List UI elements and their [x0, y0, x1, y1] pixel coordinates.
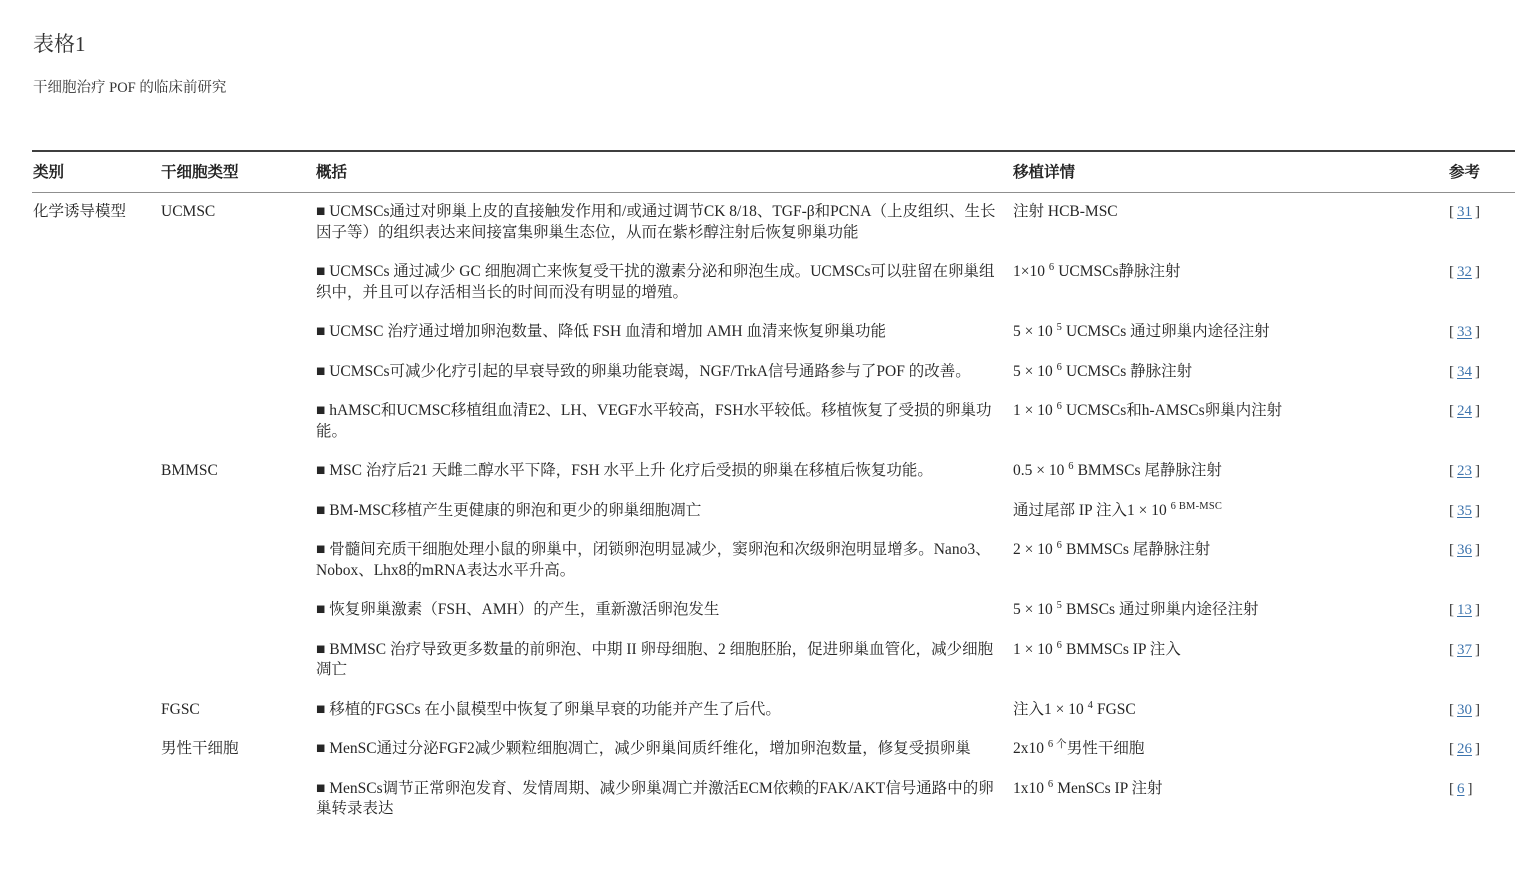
detail-text: 5 × 10: [1013, 323, 1057, 340]
reference-cell: [1448, 362, 1515, 402]
detail-text: 注入1 × 10: [1013, 700, 1088, 718]
cell-type-cell: [160, 362, 315, 402]
ref-open-bracket: [: [1449, 324, 1454, 340]
detail-text: 1 × 10: [1013, 640, 1057, 658]
ref-close-bracket: ]: [1475, 741, 1480, 757]
exponent: 6: [1056, 401, 1063, 412]
transplant-detail-cell: [1012, 700, 1448, 740]
ref-open-bracket: [: [1449, 204, 1454, 220]
summary-cell: ■ hAMSC和UCMSC移植组血清E2、LH、VEGF水平较高，FSH水平较低。移植恢复了受损的卵巢功能。: [316, 402, 992, 440]
reference-link[interactable]: 26: [1457, 741, 1472, 757]
detail-text: UCMSCs 通过卵巢内途径注射: [1062, 323, 1270, 340]
exponent: 5: [1056, 600, 1063, 611]
category-cell: [32, 262, 160, 322]
exponent: 6: [1056, 540, 1063, 551]
header-row: [32, 151, 1515, 193]
transplant-detail-cell: [1012, 779, 1448, 839]
category-cell: [32, 700, 160, 740]
reference-link[interactable]: 6: [1457, 780, 1465, 797]
table-row: [32, 700, 1515, 740]
category-cell: [32, 779, 160, 839]
reference-link[interactable]: 24: [1457, 403, 1472, 419]
reference-link[interactable]: 32: [1457, 264, 1472, 280]
ref-close-bracket: ]: [1467, 780, 1473, 797]
detail-text: 0.5 × 10: [1013, 462, 1069, 479]
table-row: [32, 501, 1515, 541]
reference-link[interactable]: 13: [1457, 602, 1472, 618]
summary-cell: ■ UCMSCs可减少化疗引起的早衰导致的卵巢功能衰竭，NGF/TrkA信号通路参与了POF 的改善。: [316, 362, 971, 380]
exponent: 6: [1056, 361, 1063, 373]
table-title: 表格1: [33, 32, 86, 56]
ref-open-bracket: [: [1449, 403, 1454, 419]
reference-cell: [1448, 700, 1515, 740]
transplant-detail-cell: [1012, 501, 1448, 541]
summary-cell: ■ 恢复卵巢激素（FSH、AMH）的产生，重新激活卵泡发生: [316, 601, 720, 618]
header-cell-type: 干细胞类型: [160, 151, 315, 193]
transplant-detail-cell: [1012, 362, 1448, 402]
detail-text: FGSC: [1093, 700, 1136, 718]
ref-close-bracket: ]: [1475, 363, 1480, 380]
summary-cell: ■ UCMSCs通过对卵巢上皮的直接触发作用和/或通过调节CK 8/18、TGF-β和PCNA（上皮组织、生长因子等）的组织表达来间接富集卵巢生态位，从而在紫杉醇注射后恢复卵巢功能: [316, 203, 996, 241]
ref-open-bracket: [: [1449, 641, 1454, 658]
summary-cell: ■ BM-MSC移植产生更健康的卵泡和更少的卵巢细胞凋亡: [316, 501, 702, 519]
preclinical-studies-table: [32, 150, 1515, 839]
reference-cell: [1448, 501, 1515, 541]
transplant-detail-cell: [1012, 461, 1448, 501]
ref-close-bracket: ]: [1475, 403, 1480, 419]
reference-cell: [1448, 461, 1515, 501]
ref-open-bracket: [: [1449, 701, 1454, 718]
exponent: 6: [1056, 639, 1063, 651]
detail-text: 5 × 10: [1013, 362, 1057, 380]
ref-open-bracket: [: [1449, 264, 1454, 280]
reference-cell: [1448, 322, 1515, 362]
summary-cell: ■ 移植的FGSCs 在小鼠模型中恢复了卵巢早衰的功能并产生了后代。: [316, 700, 781, 718]
category-cell: [32, 501, 160, 541]
table-row: [32, 640, 1515, 700]
cell-type-cell: FGSC: [161, 700, 200, 718]
table-row: [32, 600, 1515, 640]
ref-close-bracket: ]: [1475, 542, 1480, 558]
reference-cell: [1448, 193, 1515, 263]
cell-type-cell: [160, 322, 315, 362]
exponent: 6 BM-MSC: [1170, 500, 1223, 512]
exponent: 6 个: [1047, 739, 1067, 750]
cell-type-cell: 男性干细胞: [161, 740, 239, 757]
detail-text: BMSCs 通过卵巢内途径注射: [1062, 601, 1259, 618]
category-cell: [32, 322, 160, 362]
table-row: [32, 322, 1515, 362]
category-cell: [32, 461, 160, 501]
header-transplant: 移植详情: [1012, 151, 1448, 193]
cell-type-cell: [160, 779, 315, 839]
ref-close-bracket: ]: [1475, 264, 1480, 280]
reference-cell: [1448, 540, 1515, 600]
ref-open-bracket: [: [1449, 741, 1454, 757]
exponent: 6: [1048, 262, 1055, 273]
detail-text: 1 × 10: [1013, 402, 1057, 419]
reference-cell: [1448, 779, 1515, 839]
category-cell: [32, 401, 160, 461]
table-row: [32, 779, 1515, 839]
exponent: 5: [1056, 322, 1063, 333]
header-category: 类别: [32, 151, 160, 193]
reference-link[interactable]: 35: [1457, 502, 1472, 519]
summary-cell: ■ 骨髓间充质干细胞处理小鼠的卵巢中，闭锁卵泡明显减少，窦卵泡和次级卵泡明显增多。Nano3、Nobox、Lhx8的mRNA表达水平升高。: [316, 541, 991, 579]
detail-text: UCMSCs和h-AMSCs卵巢内注射: [1062, 402, 1283, 419]
transplant-detail-cell: [1012, 322, 1448, 362]
detail-text: MenSCs IP 注射: [1053, 779, 1163, 797]
detail-text: BMMSCs 尾静脉注射: [1073, 462, 1222, 479]
category-cell: [32, 640, 160, 700]
table-row: [32, 401, 1515, 461]
reference-cell: [1448, 640, 1515, 700]
detail-text: UCMSCs 静脉注射: [1062, 362, 1193, 380]
transplant-detail-cell: [1012, 193, 1448, 263]
transplant-detail-cell: [1012, 401, 1448, 461]
reference-cell: [1448, 739, 1515, 779]
detail-text: 2x10: [1013, 740, 1048, 757]
ref-close-bracket: ]: [1475, 701, 1480, 718]
summary-cell: ■ UCMSC 治疗通过增加卵泡数量、降低 FSH 血清和增加 AMH 血清来恢复卵巢功能: [316, 323, 886, 340]
reference-link[interactable]: 23: [1457, 463, 1472, 479]
reference-link[interactable]: 37: [1457, 641, 1472, 658]
ref-open-bracket: [: [1449, 502, 1454, 519]
transplant-detail-cell: [1012, 600, 1448, 640]
ref-close-bracket: ]: [1475, 463, 1480, 479]
exponent: 6: [1068, 461, 1074, 472]
cell-type-cell: [160, 540, 315, 600]
table-row: [32, 262, 1515, 322]
reference-link[interactable]: 36: [1457, 542, 1472, 558]
transplant-detail-cell: [1012, 640, 1448, 700]
ref-open-bracket: [: [1449, 463, 1454, 479]
detail-text: UCMSCs静脉注射: [1054, 263, 1181, 280]
cell-type-cell: [160, 501, 315, 541]
ref-open-bracket: [: [1449, 780, 1454, 797]
cell-type-cell: [160, 600, 315, 640]
summary-cell: ■ BMMSC 治疗导致更多数量的前卵泡、中期 II 卵母细胞、2 细胞胚胎，促进卵巢血管化，减少细胞凋亡: [316, 640, 994, 678]
reference-cell: [1448, 600, 1515, 640]
reference-link[interactable]: 31: [1457, 204, 1472, 220]
detail-text: 1x10: [1013, 779, 1048, 797]
table-row: [32, 193, 1515, 263]
reference-link[interactable]: 33: [1457, 324, 1472, 340]
detail-text: 1×10: [1013, 263, 1049, 280]
detail-text: 5 × 10: [1013, 601, 1057, 618]
ref-close-bracket: ]: [1475, 204, 1480, 220]
transplant-detail-cell: [1012, 739, 1448, 779]
ref-close-bracket: ]: [1475, 502, 1480, 519]
table-subtitle: 干细胞治疗 POF 的临床前研究: [33, 80, 227, 96]
summary-cell: ■ MSC 治疗后21 天雌二醇水平下降，FSH 水平上升 化疗后受损的卵巢在移植后恢复功能。: [316, 462, 933, 479]
category-cell: [32, 739, 160, 779]
ref-open-bracket: [: [1449, 363, 1454, 380]
header-reference: 参考: [1448, 151, 1515, 193]
transplant-detail-cell: [1012, 540, 1448, 600]
cell-type-cell: BMMSC: [161, 462, 218, 479]
cell-type-cell: [160, 401, 315, 461]
cell-type-cell: UCMSC: [161, 203, 216, 220]
detail-text: 注射 HCB-MSC: [1013, 203, 1118, 220]
cell-type-cell: [160, 640, 315, 700]
detail-text: 通过尾部 IP 注入1 × 10: [1013, 501, 1171, 519]
detail-text: 男性干细胞: [1066, 740, 1145, 757]
ref-close-bracket: ]: [1475, 641, 1480, 658]
detail-text: BMMSCs IP 注入: [1062, 640, 1181, 658]
table-row: [32, 540, 1515, 600]
summary-cell: ■ UCMSCs 通过减少 GC 细胞凋亡来恢复受干扰的激素分泌和卵泡生成。UCMSCs可以驻留在卵巢组织中，并且可以存活相当长的时间而没有明显的增殖。: [316, 263, 995, 301]
category-cell: 化学诱导模型: [33, 203, 127, 220]
cell-type-cell: [160, 262, 315, 322]
reference-link[interactable]: 34: [1457, 363, 1472, 380]
transplant-detail-cell: [1012, 262, 1448, 322]
summary-cell: ■ MenSC通过分泌FGF2减少颗粒细胞凋亡，减少卵巢间质纤维化，增加卵泡数量，修复受损卵巢: [316, 740, 971, 757]
ref-close-bracket: ]: [1475, 602, 1480, 618]
reference-link[interactable]: 30: [1457, 701, 1472, 718]
detail-text: BMMSCs 尾静脉注射: [1062, 541, 1211, 558]
ref-open-bracket: [: [1449, 602, 1454, 618]
ref-open-bracket: [: [1449, 542, 1454, 558]
reference-cell: [1448, 401, 1515, 461]
reference-cell: [1448, 262, 1515, 322]
category-cell: [32, 362, 160, 402]
exponent: 4: [1087, 699, 1094, 711]
category-cell: [32, 540, 160, 600]
table-row: [32, 362, 1515, 402]
table-row: [32, 461, 1515, 501]
ref-close-bracket: ]: [1475, 324, 1480, 340]
table-row: [32, 739, 1515, 779]
exponent: 6: [1047, 778, 1054, 790]
detail-text: 2 × 10: [1013, 541, 1057, 558]
header-summary: 概括: [315, 151, 1012, 193]
summary-cell: ■ MenSCs调节正常卵泡发育、发情周期、减少卵巢凋亡并激活ECM依赖的FAK/AKT信号通路中的卵巢转录表达: [316, 779, 994, 817]
category-cell: [32, 600, 160, 640]
